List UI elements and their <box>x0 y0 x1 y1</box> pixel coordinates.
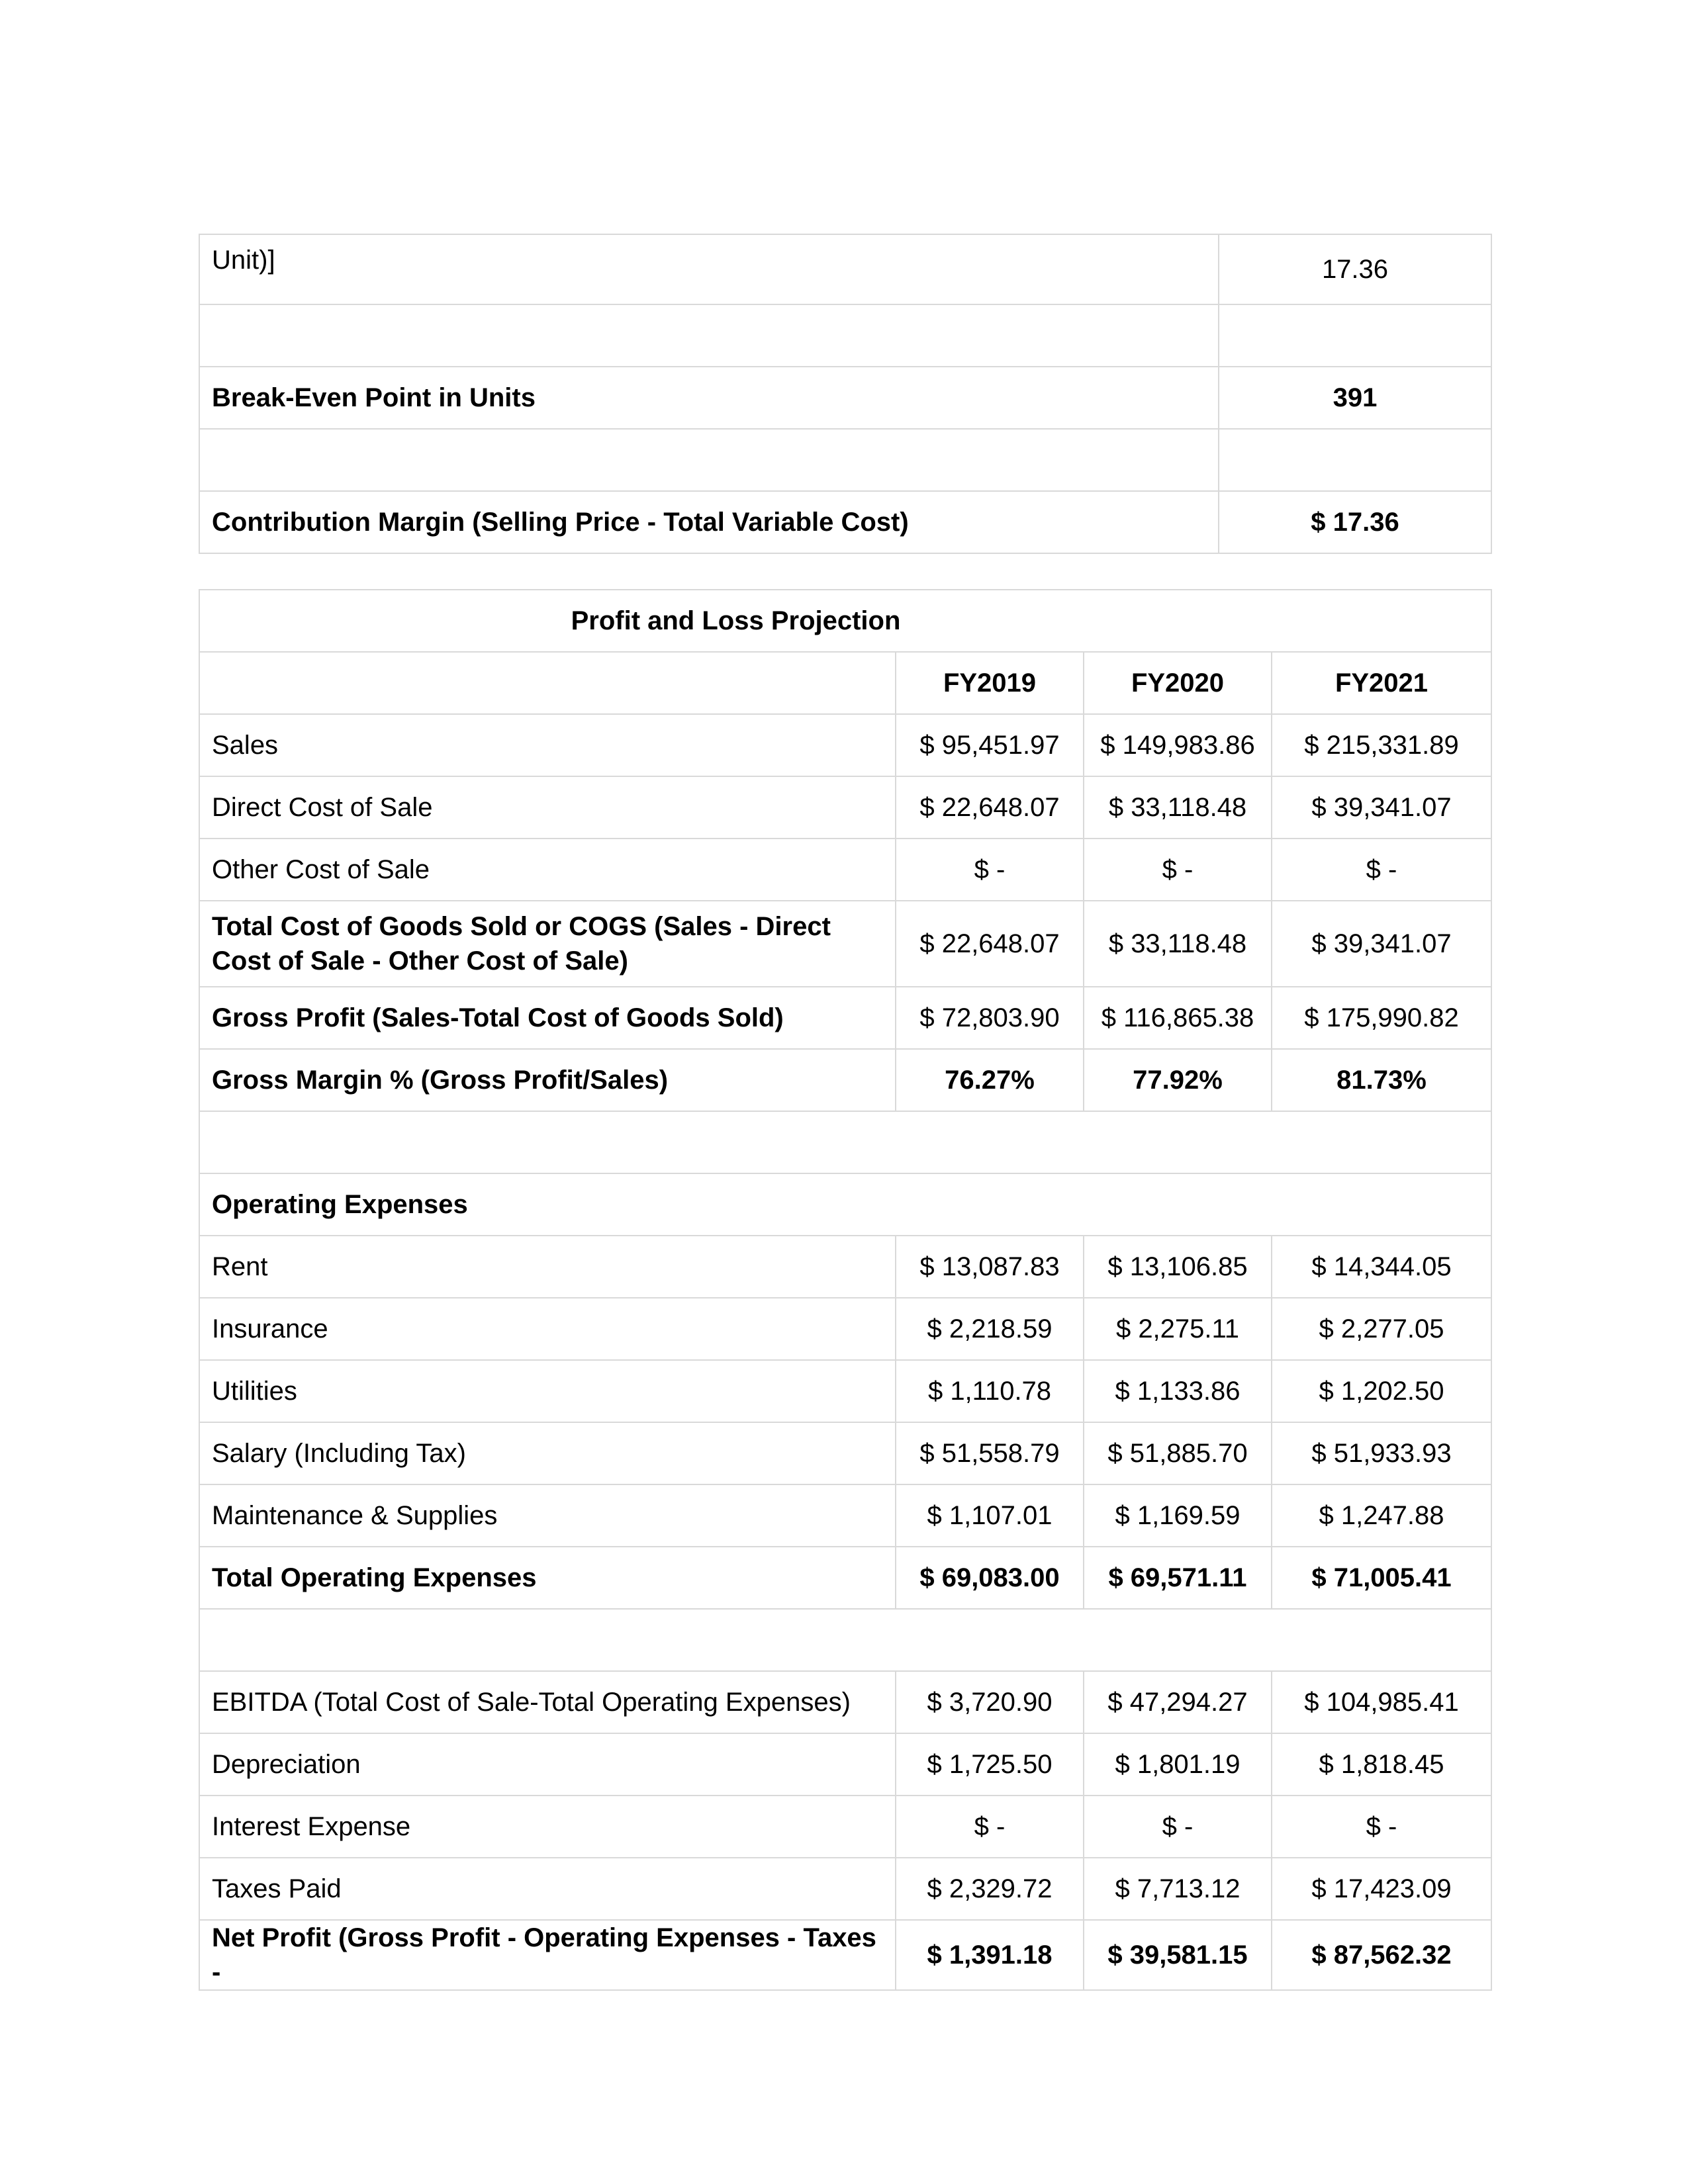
pl-row-value-fy2021: $ 215,331.89 <box>1272 714 1491 776</box>
pl-row-value-fy2021: $ 87,562.32 <box>1272 1920 1491 1990</box>
profit-loss-table-body <box>199 590 1491 1990</box>
pl-spacer-row <box>199 1609 1491 1671</box>
pl-row-value-fy2021: $ 51,933.93 <box>1272 1422 1491 1484</box>
breakeven-row <box>199 304 1491 367</box>
pl-row-value-fy2020: $ 116,865.38 <box>1084 987 1272 1049</box>
pl-row-value-fy2021: 81.73% <box>1272 1049 1491 1111</box>
pl-row-label: Other Cost of Sale <box>199 839 896 901</box>
pl-row-value-fy2020: $ 51,885.70 <box>1084 1422 1272 1484</box>
pl-row-label: Salary (Including Tax) <box>199 1422 896 1484</box>
pl-row <box>199 714 1491 776</box>
breakeven-row <box>199 367 1491 429</box>
pl-row-label: Total Operating Expenses <box>199 1547 896 1609</box>
pl-row-label: Sales <box>199 714 896 776</box>
pl-row <box>199 1920 1491 1990</box>
pl-header-blank <box>199 652 896 714</box>
pl-row-value-fy2021: $ 39,341.07 <box>1272 776 1491 839</box>
pl-row-value-fy2020: $ - <box>1084 1796 1272 1858</box>
breakeven-row <box>199 234 1491 304</box>
pl-row-label: Direct Cost of Sale <box>199 776 896 839</box>
pl-row-value-fy2020: $ 47,294.27 <box>1084 1671 1272 1733</box>
pl-row-value-fy2021: $ 1,247.88 <box>1272 1484 1491 1547</box>
pl-row-value-fy2021: $ 14,344.05 <box>1272 1236 1491 1298</box>
pl-row-value-fy2019: 76.27% <box>896 1049 1084 1111</box>
pl-row-label: Gross Profit (Sales-Total Cost of Goods Sold) <box>199 987 896 1049</box>
pl-row-value-fy2019: $ 1,110.78 <box>896 1360 1084 1422</box>
pl-title-row <box>199 590 1491 652</box>
breakeven-label <box>199 304 1219 367</box>
pl-row-value-fy2021: $ 175,990.82 <box>1272 987 1491 1049</box>
pl-row-value-fy2019: $ 1,107.01 <box>896 1484 1084 1547</box>
pl-row-value-fy2020: $ 39,581.15 <box>1084 1920 1272 1990</box>
breakeven-value: 17.36 <box>1219 234 1491 304</box>
pl-row-label: Gross Margin % (Gross Profit/Sales) <box>199 1049 896 1111</box>
pl-row <box>199 901 1491 987</box>
pl-row-value-fy2020: $ 1,169.59 <box>1084 1484 1272 1547</box>
pl-row <box>199 1733 1491 1796</box>
pl-row-value-fy2019: $ 22,648.07 <box>896 901 1084 987</box>
breakeven-row <box>199 491 1491 553</box>
pl-row-value-fy2021: $ 17,423.09 <box>1272 1858 1491 1920</box>
pl-section-row <box>199 1173 1491 1236</box>
pl-row-value-fy2019: $ 22,648.07 <box>896 776 1084 839</box>
pl-row-value-fy2021: $ 2,277.05 <box>1272 1298 1491 1360</box>
pl-row-value-fy2019: $ 2,329.72 <box>896 1858 1084 1920</box>
pl-row <box>199 1796 1491 1858</box>
pl-row-value-fy2021: $ 104,985.41 <box>1272 1671 1491 1733</box>
pl-row-value-fy2020: $ 69,571.11 <box>1084 1547 1272 1609</box>
pl-spacer-cell <box>199 1111 1491 1173</box>
pl-row-label: Interest Expense <box>199 1796 896 1858</box>
pl-row-value-fy2019: $ 51,558.79 <box>896 1422 1084 1484</box>
breakeven-value <box>1219 304 1491 367</box>
pl-row <box>199 1049 1491 1111</box>
pl-row-label: Insurance <box>199 1298 896 1360</box>
profit-loss-table <box>199 589 1492 1991</box>
pl-row-value-fy2019: $ - <box>896 839 1084 901</box>
breakeven-label: Contribution Margin (Selling Price - Total Variable Cost) <box>199 491 1219 553</box>
pl-row-value-fy2021: $ 39,341.07 <box>1272 901 1491 987</box>
pl-header-fy2019: FY2019 <box>896 652 1084 714</box>
pl-row <box>199 1360 1491 1422</box>
pl-row-value-fy2021: $ - <box>1272 1796 1491 1858</box>
pl-row-label: Total Cost of Goods Sold or COGS (Sales - Direct Cost of Sale - Other Cost of Sale) <box>199 901 896 987</box>
pl-row-label: EBITDA (Total Cost of Sale-Total Operating Expenses) <box>199 1671 896 1733</box>
pl-spacer-cell <box>199 1609 1491 1671</box>
breakeven-value: 391 <box>1219 367 1491 429</box>
pl-row-label: Utilities <box>199 1360 896 1422</box>
pl-spacer-row <box>199 1111 1491 1173</box>
pl-row-value-fy2021: $ - <box>1272 839 1491 901</box>
pl-row <box>199 1422 1491 1484</box>
pl-row-label: Rent <box>199 1236 896 1298</box>
breakeven-label: Unit)] <box>199 234 1219 304</box>
pl-row <box>199 1298 1491 1360</box>
pl-row-value-fy2020: $ - <box>1084 839 1272 901</box>
pl-row-value-fy2020: $ 13,106.85 <box>1084 1236 1272 1298</box>
pl-row-value-fy2020: $ 149,983.86 <box>1084 714 1272 776</box>
pl-row-value-fy2019: $ 2,218.59 <box>896 1298 1084 1360</box>
pl-header-fy2020: FY2020 <box>1084 652 1272 714</box>
pl-row-label: Depreciation <box>199 1733 896 1796</box>
breakeven-table <box>199 234 1492 554</box>
pl-row-value-fy2020: $ 7,713.12 <box>1084 1858 1272 1920</box>
pl-row <box>199 1671 1491 1733</box>
pl-row-value-fy2019: $ 1,391.18 <box>896 1920 1084 1990</box>
pl-row <box>199 1858 1491 1920</box>
pl-row-value-fy2019: $ 69,083.00 <box>896 1547 1084 1609</box>
pl-title-filler <box>1272 590 1491 652</box>
pl-header-row <box>199 652 1491 714</box>
pl-row-value-fy2020: 77.92% <box>1084 1049 1272 1111</box>
pl-row <box>199 1484 1491 1547</box>
pl-row-label: Taxes Paid <box>199 1858 896 1920</box>
pl-row <box>199 1236 1491 1298</box>
pl-section-label: Operating Expenses <box>199 1173 1491 1236</box>
pl-row-value-fy2020: $ 1,801.19 <box>1084 1733 1272 1796</box>
pl-header-fy2021: FY2021 <box>1272 652 1491 714</box>
pl-row-value-fy2021: $ 1,202.50 <box>1272 1360 1491 1422</box>
pl-row <box>199 987 1491 1049</box>
breakeven-label: Break-Even Point in Units <box>199 367 1219 429</box>
breakeven-label <box>199 429 1219 491</box>
breakeven-value <box>1219 429 1491 491</box>
pl-row-value-fy2021: $ 1,818.45 <box>1272 1733 1491 1796</box>
pl-title: Profit and Loss Projection <box>199 590 1272 652</box>
pl-row-value-fy2019: $ 72,803.90 <box>896 987 1084 1049</box>
pl-row-value-fy2019: $ - <box>896 1796 1084 1858</box>
breakeven-value: $ 17.36 <box>1219 491 1491 553</box>
pl-row-value-fy2019: $ 95,451.97 <box>896 714 1084 776</box>
pl-row <box>199 1547 1491 1609</box>
breakeven-table-body <box>199 234 1491 553</box>
pl-row-value-fy2020: $ 2,275.11 <box>1084 1298 1272 1360</box>
pl-row <box>199 776 1491 839</box>
pl-row-value-fy2019: $ 1,725.50 <box>896 1733 1084 1796</box>
pl-row-value-fy2019: $ 13,087.83 <box>896 1236 1084 1298</box>
pl-row-value-fy2021: $ 71,005.41 <box>1272 1547 1491 1609</box>
pl-row-label: Maintenance & Supplies <box>199 1484 896 1547</box>
pl-row-value-fy2019: $ 3,720.90 <box>896 1671 1084 1733</box>
pl-row-value-fy2020: $ 1,133.86 <box>1084 1360 1272 1422</box>
pl-row <box>199 839 1491 901</box>
pl-row-value-fy2020: $ 33,118.48 <box>1084 901 1272 987</box>
pl-row-value-fy2020: $ 33,118.48 <box>1084 776 1272 839</box>
pl-row-label: Net Profit (Gross Profit - Operating Expenses - Taxes - <box>199 1920 896 1990</box>
breakeven-row <box>199 429 1491 491</box>
